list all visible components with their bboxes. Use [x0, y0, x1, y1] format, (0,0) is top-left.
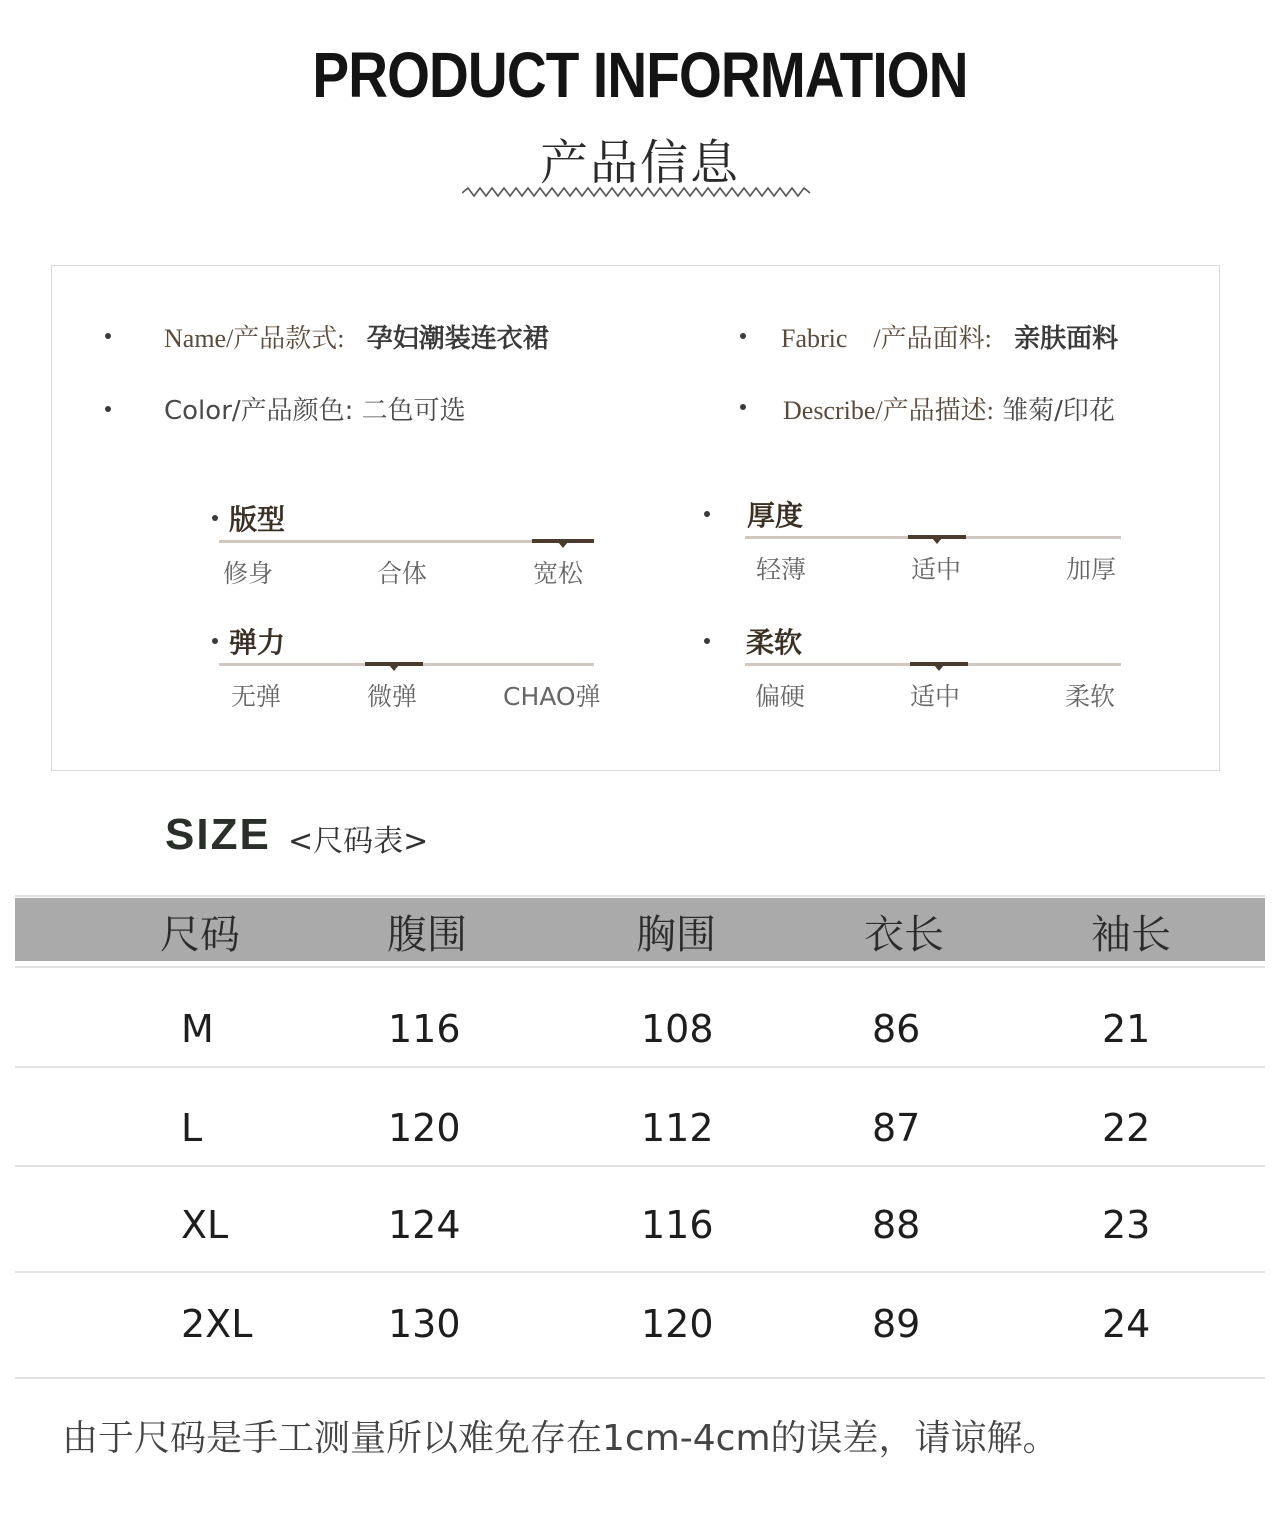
bullet-icon: [105, 333, 111, 339]
info-color-label: Color/产品颜色:: [164, 396, 354, 426]
size-title-en: SIZE: [165, 810, 271, 859]
table-cell: 120: [641, 1302, 714, 1346]
scale-option: 无弹: [231, 682, 282, 711]
scale-option: 轻薄: [756, 555, 807, 584]
bullet-icon: [212, 638, 218, 644]
scale-option: 微弹: [367, 682, 418, 711]
scale-option: 宽松: [533, 559, 584, 588]
size-title-cn: <尺码表>: [288, 824, 429, 859]
page-title-en: PRODUCT INFORMATION: [312, 39, 968, 111]
table-header-cell: 腹围: [387, 912, 467, 958]
info-name-label: Name/产品款式:: [164, 324, 345, 353]
table-cell: 130: [388, 1302, 461, 1346]
scale-elasticity: [207, 621, 627, 721]
wave-divider-icon: [462, 184, 812, 202]
table-cell: XL: [181, 1203, 229, 1247]
table-cell: 21: [1102, 1007, 1151, 1051]
table-cell: 23: [1102, 1203, 1151, 1247]
table-cell: 120: [388, 1106, 461, 1150]
info-name-value: 孕妇潮装连衣裙: [366, 324, 549, 354]
row-divider: [15, 1271, 1265, 1273]
table-header-cell: 尺码: [160, 912, 240, 958]
scale-option: 适中: [910, 682, 961, 711]
table-cell: 22: [1102, 1106, 1151, 1150]
bullet-icon: [740, 404, 746, 410]
table-cell: 116: [641, 1203, 714, 1247]
table-cell: 108: [641, 1007, 714, 1051]
scale-fit: [207, 498, 627, 598]
table-cell: L: [181, 1106, 203, 1150]
table-header-border: [15, 966, 1265, 968]
bullet-icon: [212, 515, 218, 521]
scale-selected-marker: [910, 662, 968, 666]
scale-option: 合体: [377, 559, 428, 588]
bullet-icon: [704, 638, 710, 644]
info-fabric-label: Fabric /产品面料:: [781, 324, 992, 353]
table-cell: 124: [388, 1203, 461, 1247]
table-cell: 2XL: [181, 1302, 253, 1346]
bullet-icon: [105, 406, 111, 412]
info-describe-label: Describe/产品描述:: [783, 396, 994, 425]
info-color-value: 二色可选: [361, 396, 466, 426]
scale-option: 修身: [223, 559, 274, 588]
scale-title: 厚度: [747, 499, 804, 532]
info-name: [164, 318, 549, 355]
table-top-border: [15, 895, 1265, 897]
info-describe: [783, 390, 1115, 427]
bullet-icon: [704, 511, 710, 517]
scale-option: 偏硬: [755, 682, 806, 711]
table-header-cell: 袖长: [1091, 912, 1171, 958]
table-cell: 88: [872, 1203, 921, 1247]
table-cell: 86: [872, 1007, 921, 1051]
table-cell: 87: [872, 1106, 921, 1150]
info-fabric-value: 亲肤面料: [1014, 324, 1119, 354]
scale-thickness: [704, 494, 1124, 594]
table-cell: 24: [1102, 1302, 1151, 1346]
table-cell: 112: [641, 1106, 714, 1150]
scale-title: 弹力: [229, 626, 286, 659]
scale-option: 适中: [911, 555, 962, 584]
scale-title: 柔软: [746, 626, 803, 659]
scale-selected-marker: [908, 535, 966, 539]
row-divider: [15, 1066, 1265, 1068]
scale-softness: [704, 621, 1124, 721]
table-cell: M: [181, 1007, 214, 1051]
bullet-icon: [740, 333, 746, 339]
scale-option: 加厚: [1066, 555, 1117, 584]
measurement-note: 由于尺码是手工测量所以难免存在1cm-4cm的误差，请谅解。: [62, 1418, 1059, 1459]
info-describe-value: 雏菊/印花: [1002, 396, 1115, 426]
table-cell: 116: [388, 1007, 461, 1051]
table-header-cell: 胸围: [636, 912, 716, 958]
table-header: [15, 898, 1265, 961]
scale-title: 版型: [229, 503, 286, 536]
info-fabric: [781, 318, 1118, 355]
scale-selected-marker: [365, 662, 423, 666]
table-cell: 89: [872, 1302, 921, 1346]
product-info-panel: [51, 265, 1220, 771]
scale-selected-marker: [532, 539, 594, 543]
info-color: [164, 390, 466, 427]
row-divider: [15, 1165, 1265, 1167]
row-divider: [15, 1377, 1265, 1379]
scale-option: 柔软: [1065, 682, 1116, 711]
page-title-cn: 产品信息: [539, 135, 740, 191]
scale-option: CHAO弹: [503, 682, 601, 711]
table-header-cell: 衣长: [864, 912, 944, 958]
